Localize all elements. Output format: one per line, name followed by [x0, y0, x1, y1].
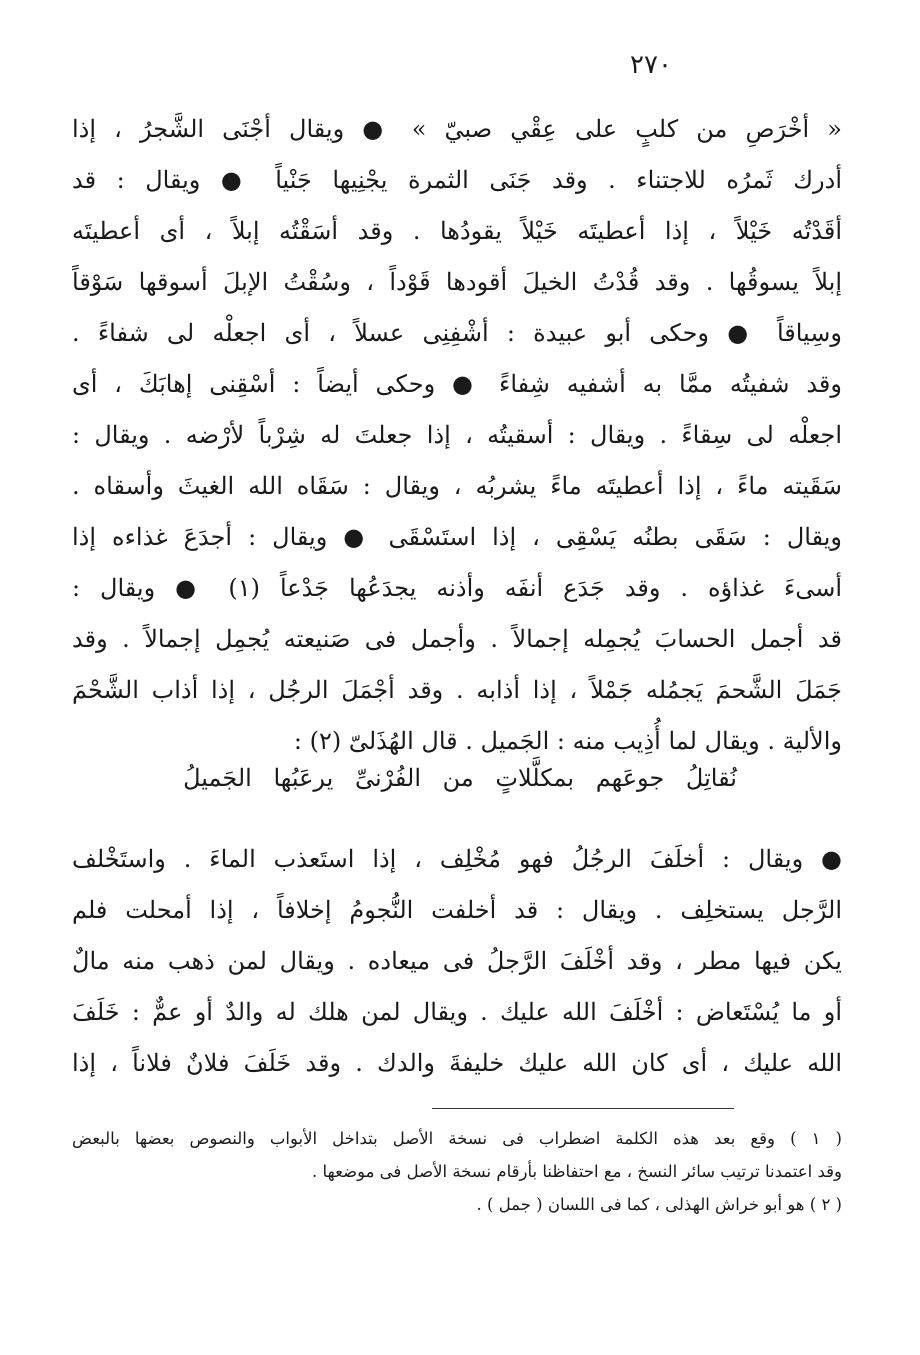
footnote-line: ( ٢ ) هو أبو خراش الهذلى ، كما فى اللسان ( جمل ) .	[476, 1195, 842, 1214]
text-line: « أخْرَصِ من كلبٍ على عِقْي صبيّ » ● ويقال أجْنَى الشَّجرُ ، إذا	[72, 115, 842, 143]
main-text-block-1	[72, 104, 842, 767]
text-line: وسِياقاً ● وحكى أبو عبيدة : أشْفِنِى عسلاً ، أى اجعلْه لى شفاءً .	[72, 319, 842, 347]
text-line: الرَّجل يستخلِف . ويقال : قد أخلفت النُّجومُ إخلافاً ، إذا أمحلت فلم	[72, 896, 842, 924]
text-line: أقَدْتُه خَيْلاً ، إذا أعطيتَه خَيْلاً يقودُها . وقد أسَقْتُه إبلاً ، أى أعطيتَه	[72, 217, 842, 245]
text-line: قد أجمل الحسابَ يُجمِله إجمالاً . وأجمل فى صَنيعته يُجمِل إجمالاً . وقد	[72, 625, 842, 653]
footnote-separator	[432, 1108, 734, 1109]
text-line: أسىءَ غذاؤه . وقد جَدَع أنفَه وأذنه يجدَعُها جَدْعاً (١) ● ويقال :	[72, 574, 842, 602]
text-line: ويقال : سَقَى بطنُه يَسْقِى ، إذا استَسْقَى ● ويقال : أجدَعَ غذاءه إذا	[72, 523, 842, 551]
text-line: وقد شفيتُه ممَّا به أشفيه شِفاءً ● وحكى أيضاً : أسْقِنى إهابَكَ ، أى	[72, 370, 842, 398]
text-line: اجعلْه لى سِقاءً . ويقال : أسقيتُه ، إذا جعلتَ له شِرْباً لأرْضه . ويقال :	[72, 421, 842, 449]
text-line: أو ما يُسْتَعاض : أخْلَفَ الله عليك . ويقال لمن هلك له والدٌ أو عمٌّ : خَلَفَ	[72, 998, 842, 1026]
page-number: ٢٧٠	[630, 50, 672, 80]
footnote-line: ( ١ ) وقع بعد هذه الكلمة اضطراب فى نسخة الأصل بتداخل الأبواب والنصوص بعضها بالبعض	[72, 1129, 842, 1148]
text-line: أدرك ثَمرُه للاجتناء . وقد جَنَى الثمرة يجْنِيها جَنْياً ● ويقال : قد	[72, 166, 842, 194]
text-line: والألية . ويقال لما أُذِيب منه : الجَميل . قال الهُذَلىّ (٢) :	[293, 727, 842, 755]
text-line: الله عليك ، أى كان الله عليك خليفةَ والدك . وقد خَلَفَ فلانٌ فلاناً ، إذا	[72, 1049, 842, 1077]
footnotes	[72, 1122, 842, 1221]
text-line: جَمَلَ الشَّحمَ يَجمُله جَمْلاً ، إذا أذابه . وقد أجْمَلَ الرجُل ، إذا أذاب الشَّحْمَ	[72, 676, 842, 704]
text-line: سَقَيته ماءً ، إذا أعطيتَه ماءً يشربُه ، ويقال : سَقَاه الله الغيثَ وأسقاه .	[72, 472, 842, 500]
main-text-block-2	[72, 834, 842, 1089]
footnote-line: وقد اعتمدنا ترتيب سائر النسخ ، مع احتفاظنا بأرقام نسخة الأصل فى موضعها .	[311, 1162, 842, 1181]
text-line: يكن فيها مطر ، وقد أخْلَفَ الرَّجلُ فى ميعاده . ويقال لمن ذهب منه مالٌ	[72, 947, 842, 975]
poetry-verse: نُقاتِلُ جوعَهم بمكلَّلاتٍ من الفُرْنىِّ يرعَبُها الجَميلُ	[183, 764, 737, 792]
text-line: إبلاً يسوقُها . وقد قُدْتُ الخيلَ أقودها قَوْداً ، وسُقْتُ الإبلَ أسوقها سَوْقاً	[72, 268, 842, 296]
text-line: ● ويقال : أخلَفَ الرجُلُ فهو مُخْلِف ، إذا استَعذب الماءَ . واستَخْلف	[72, 845, 842, 873]
